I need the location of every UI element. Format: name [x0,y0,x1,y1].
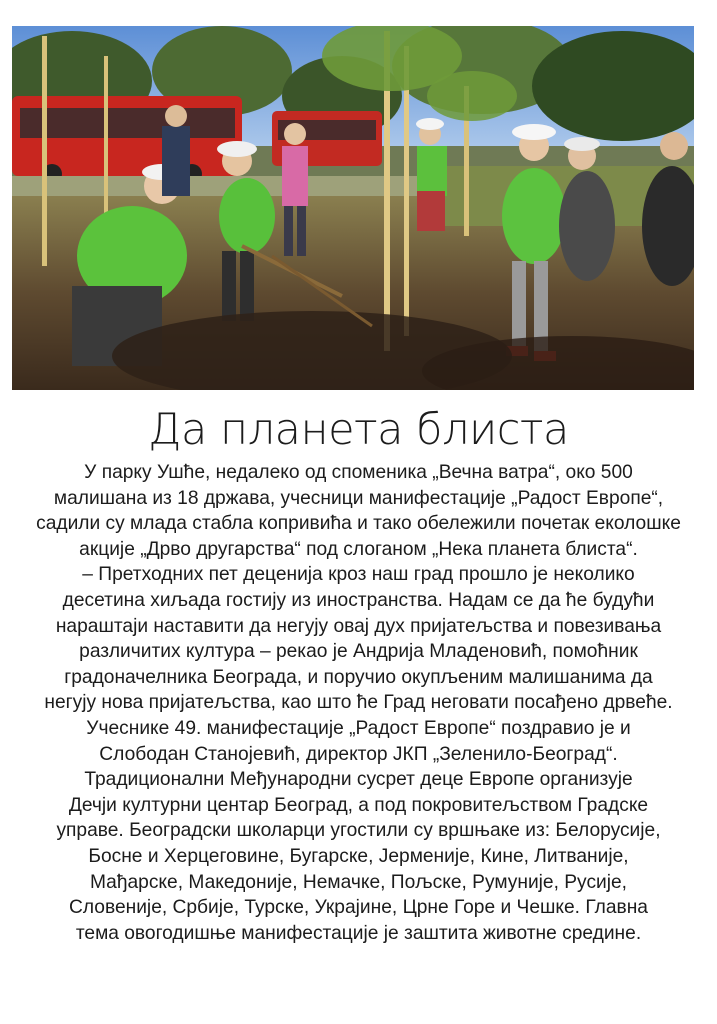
body-line: Учеснике 49. манифестације „Радост Европе“ поздравио је и [86,717,631,739]
body-line: Традиционални Међународни сусрет деце Европе организује [84,769,633,791]
body-line: акције „Дрво другарства“ под слоганом „Нека планета блиста“. [79,538,638,560]
body-line: управе. Београдски школарци угостили су вршњаке из: Белорусије, [56,820,661,842]
body-line: нараштаји наставити да негују овај дух пријатељства и повезивања [55,615,662,637]
body-line: У парку Ушће, недалеко од споменика „Вечна ватра“, око 500 [84,462,633,483]
article-headline: Да планета блиста [148,405,569,455]
body-line: градоначелника Београда, и поручио окупљеним малишанима да [64,666,653,688]
body-line: различитих култура – рекао је Андрија Младеновић, помоћник [79,641,638,663]
body-line: тема овогодишње манифестације је заштита животне средине. [75,922,642,944]
body-line: Босне и Херцеговине, Бугарске, Јерменије, Кине, Литваније, [88,845,629,867]
body-line: – Претходних пет деценија кроз наш град прошло је неколико [82,564,635,586]
body-line: десетина хиљада гостију из иностранства. Надам се да ће будући [62,589,655,611]
body-line: Дечји културни центар Београд, а под покровитељством Градске [68,794,649,816]
article-body [8,460,709,946]
body-line: садили су млада стабла копривића и тако обележили почетак еколошке [36,513,681,535]
body-line: Словеније, Србије, Турске, Украјине, Црне Горе и Чешке. Главна [69,897,648,919]
body-line: малишана из 18 држава, учесници манифестације „Радост Европе“, [53,487,664,509]
body-line: Мађарске, Македоније, Немачке, Пољске, Румуније, Русије, [89,871,628,893]
tree-planting-photo [12,26,694,390]
body-line: негују нова пријатељства, као што ће Град неговати посађено дрвеће. [44,692,673,714]
body-line: Слободан Станојевић, директор ЈКП „Зеленило-Београд“. [99,743,618,765]
